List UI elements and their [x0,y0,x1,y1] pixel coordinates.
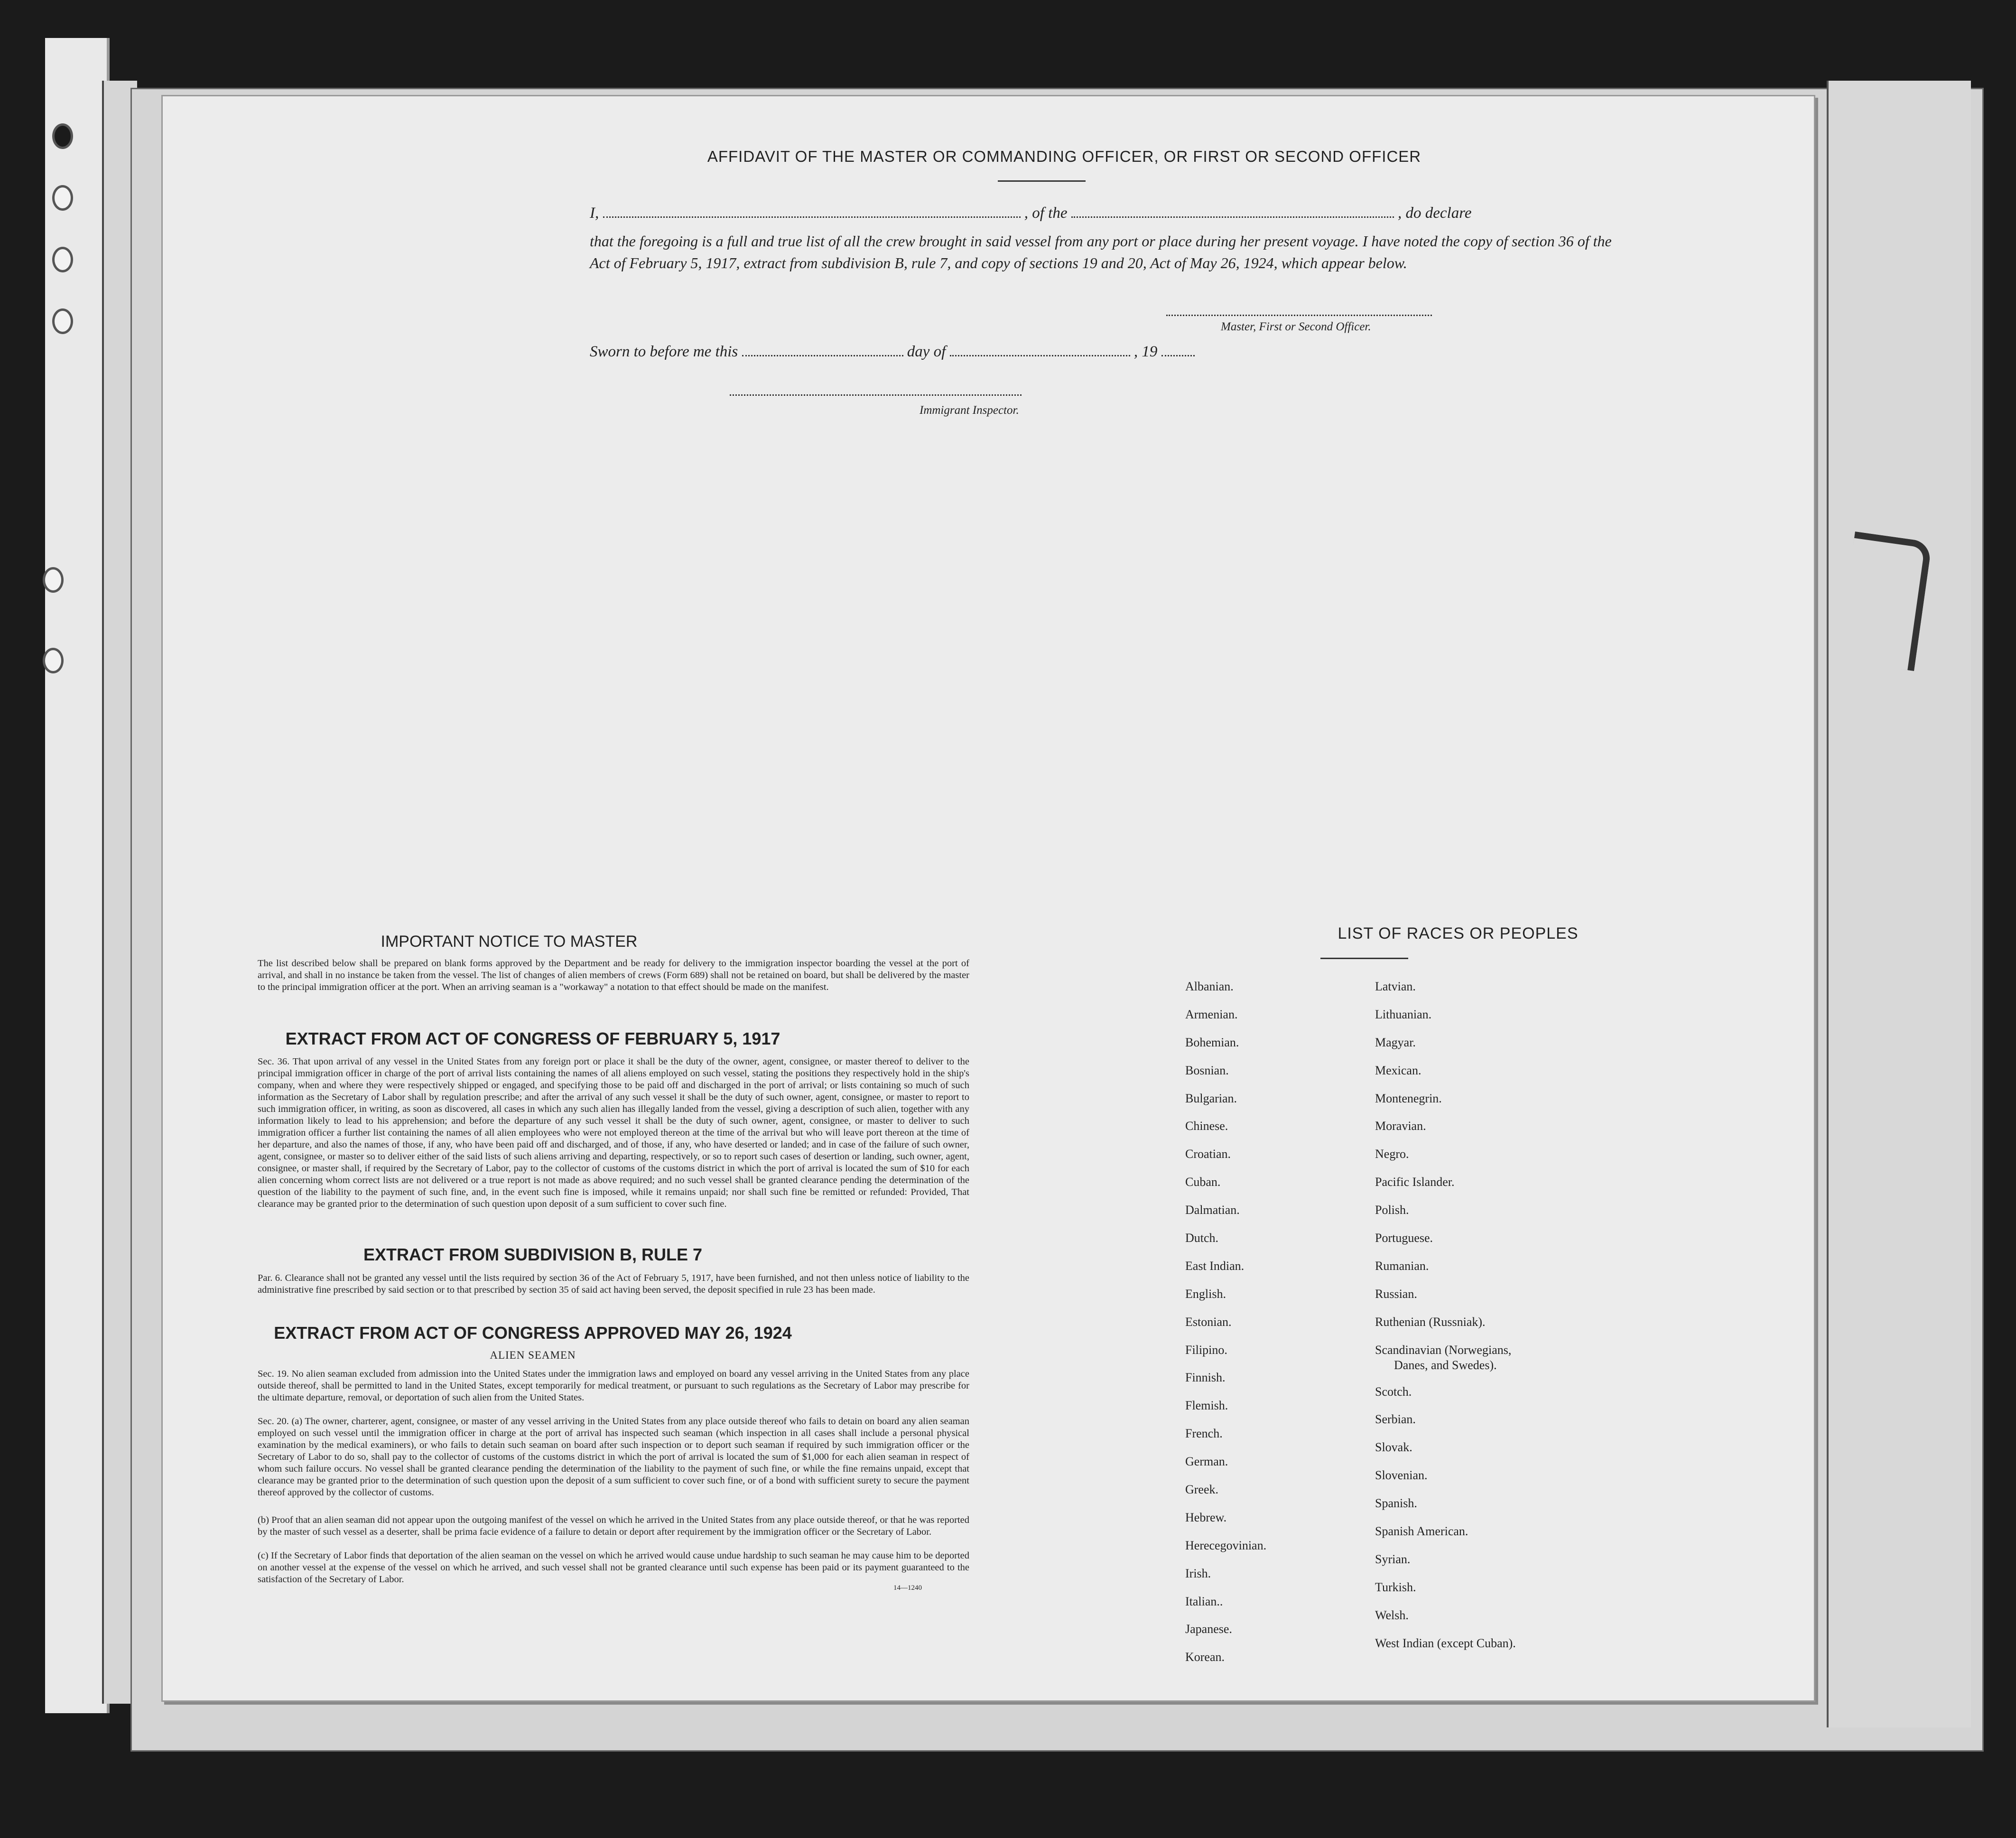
binder-hole [52,308,73,334]
affidavit-declare-label: , do declare [1397,205,1472,222]
race-item: Spanish. [1375,1496,1417,1511]
race-item: Japanese. [1185,1622,1232,1636]
race-item: West Indian (except Cuban). [1375,1636,1516,1650]
affidavit-title: AFFIDAVIT OF THE MASTER OR COMMANDING OFFICER, OR FIRST OR SECOND OFFICER [707,148,1421,165]
race-item: French. [1185,1427,1223,1441]
race-item: Dutch. [1185,1231,1219,1245]
race-item: Chinese. [1185,1119,1228,1133]
binder-spine [45,38,110,1713]
race-item: Croatian. [1185,1147,1231,1161]
sworn-day-of: day of [907,343,946,360]
extract-1917-title: EXTRACT FROM ACT OF CONGRESS OF FEBRUARY 5, 1917 [285,1029,780,1048]
race-item: German. [1185,1455,1228,1469]
race-item: Negro. [1375,1147,1409,1161]
races-right-column [1375,979,1516,1663]
notice-text: The list described below shall be prepared on blank forms approved by the Department and be ready for delivery to the immigration inspector boarding the vessel at the port of arrival, and shall in no instance be taken from the vessel. The list of changes of alien members of crews (Form 689) shall not be retained on board, but shall be delivered by the master to the principal immigration officer at the port. When an arriving seaman is a "workaway" a notation to that effect should be made on the manifest. [258,958,969,992]
binder-hole [52,123,73,149]
binder-hole [52,247,73,272]
race-item: Irish. [1185,1566,1211,1580]
affidavit-body: that the foregoing is a full and true list of all the crew brought in said vessel from any port or place during her present voyage. I have noted the copy of section 36 of the Act of February 5, 1917, extract from subdivision B, rule 7, and copy of sections 19 and 20, Act of May 26, 1924, which appear below. [590,233,1612,271]
race-item: Scotch. [1375,1384,1412,1399]
notice-title: IMPORTANT NOTICE TO MASTER [381,933,638,951]
race-item: Bosnian. [1185,1063,1229,1077]
race-item: Lithuanian. [1375,1007,1432,1021]
extract-1924-sec20c: (c) If the Secretary of Labor finds that deportation of the alien seaman on the vessel on which he arrived would cause undue hardship to such seaman he may cause him to be deported on another vessel at the expense of the vessel on which he arrived, and such vessel shall not be granted clearance until such expense has been paid or its payment guaranteed to the satisfaction of the Secretary of Labor. [258,1550,969,1585]
race-item: Serbian. [1375,1412,1416,1427]
sworn-prefix: Sworn to before me this [590,343,738,360]
sworn-line [590,343,1634,361]
race-item: Slovenian. [1375,1468,1428,1483]
master-signature-caption: Master, First or Second Officer. [1221,320,1371,333]
affidavit-i-label: I, [590,205,599,222]
name-fill-line [603,216,1021,218]
master-signature-line [1166,315,1432,316]
extract-1924-title: EXTRACT FROM ACT OF CONGRESS APPROVED MAY 26, 1924 [274,1323,792,1343]
extract-rule7-text: Par. 6. Clearance shall not be granted any vessel until the lists required by section 36 of the Act of February 5, 1917, have been furnished, and not then unless notice of liability to the administrative fine prescribed by said section or to that prescribed by section 35 of said act having been served, the deposit specified in rule 23 has been made. [258,1273,969,1295]
right-page-edge [1827,81,1971,1727]
form-number: 14—1240 [893,1584,922,1592]
race-item: Russian. [1375,1287,1417,1301]
document-page [161,95,1815,1702]
affidavit-declaration-line [590,205,1634,222]
inspector-signature-caption: Immigrant Inspector. [920,404,1019,417]
race-item: Welsh. [1375,1608,1409,1622]
extract-1917-text: Sec. 36. That upon arrival of any vessel in the United States from any foreign port or place it shall be the duty of the owner, agent, consignee, or master thereof to deliver to the principal immigration officer in charge of the port of arrival lists containing the names of all aliens employed on such vessel, stating the positions they respectively hold in the ship's company, when and where they were respectively shipped or engaged, and specifying those to be paid off and discharged in the port of arrival; or lists containing so much of such information as the Secretary of Labor shall by regulation prescribe; and after the arrival of any such vessel it shall be the duty of such owner, agent, consignee, or master to report to such immigration officer, in writing, as soon as discovered, all cases in which any such alien has illegally landed from the vessel, giving a description of such alien, together with any information likely to lead to his apprehension; and before the departure of any such vessel it shall be the duty of such owner, agent, consignee, or master to deliver to such immigration officer a further list containing the names of all alien employees who were not employed thereon at the time of the arrival but who will leave port thereon at the time of her departure, and also the names of those, if any, who have been paid off and discharged, and of those, if any, who have deserted or landed; and in case of the failure of such owner, agent, consignee, or master so to deliver either of the said lists of such aliens arriving and departing, respectively, or so to report such cases of desertion or landing, such owner, agent, consignee, or master shall, if required by the Secretary of Labor, pay to the collector of customs of the customs district in which the port of arrival is located the sum of $10 for each alien concerning whom correct lists are not delivered or a true report is not made as above required; and no such vessel shall be granted clearance pending the determination of the question of the liability to the payment of such fine, and, in the event such fine is imposed, while it remains unpaid; nor shall such fine be remitted or refunded: Provided, That clearance may be granted prior to the determination of such question upon deposit of a sum sufficient to cover such fine. [258,1056,969,1209]
race-item: Italian.. [1185,1594,1223,1608]
race-item: Montenegrin. [1375,1091,1442,1105]
race-item: Filipino. [1185,1343,1227,1357]
race-item: Armenian. [1185,1007,1238,1021]
race-item: Greek. [1185,1483,1219,1497]
sworn-year: , 19 [1133,343,1158,360]
sworn-month-fill [950,355,1130,356]
race-item: Mexican. [1375,1063,1421,1077]
extract-1924-sec19: Sec. 19. No alien seaman excluded from admission into the United States under the immigration laws and employed on board any vessel arriving in the United States from any place outside thereof, shall be permitted to land in the United States, except temporarily for medical treatment, or pursuant to such regulations as the Secretary of Labor may prescribe for the ultimate departure, removal, or deportation of such alien from the United States. [258,1369,969,1403]
race-item: Syrian. [1375,1552,1411,1566]
race-item: Portuguese. [1375,1231,1433,1245]
race-item: Cuban. [1185,1175,1221,1189]
race-item: Polish. [1375,1203,1409,1217]
race-item-line: Scandinavian (Norwegians, [1375,1343,1512,1357]
race-item: Turkish. [1375,1580,1416,1594]
extract-rule7-title: EXTRACT FROM SUBDIVISION B, RULE 7 [363,1245,703,1264]
extract-1924-subtitle: ALIEN SEAMEN [490,1349,576,1361]
race-item-line: Danes, and Swedes). [1394,1358,1497,1372]
race-item: Ruthenian (Russniak). [1375,1315,1486,1329]
title-rule [998,180,1086,182]
race-item [1375,1343,1516,1384]
race-item: East Indian. [1185,1259,1245,1273]
race-item: Slovak. [1375,1440,1412,1455]
race-item: Bohemian. [1185,1035,1239,1049]
race-item: Flemish. [1185,1399,1228,1413]
race-item: Spanish American. [1375,1524,1468,1539]
race-item: Hebrew. [1185,1510,1227,1524]
races-title: LIST OF RACES OR PEOPLES [1338,924,1579,942]
binder-hole [43,648,64,673]
race-item: Albanian. [1185,980,1234,993]
races-title-rule [1320,958,1408,959]
race-item: Finnish. [1185,1371,1226,1385]
race-item: Herecegovinian. [1185,1538,1267,1552]
race-item: Estonian. [1185,1315,1232,1329]
vessel-fill-line [1071,216,1394,218]
binder-hole [52,185,73,211]
sworn-date-fill [742,355,903,356]
race-item: Bulgarian. [1185,1091,1237,1105]
extract-1924-sec20b: (b) Proof that an alien seaman did not appear upon the outgoing manifest of the vessel on which he arrived in the United States from any place outside thereof, or that he was reported by the master of such vessel as a deserter, shall be prima facie evidence of a failure to detain or deport after requirement by the immigration officer or the Secretary of Labor. [258,1515,969,1537]
race-item: Rumanian. [1375,1259,1429,1273]
race-item: Latvian. [1375,980,1416,993]
inspector-signature-line [730,394,1022,396]
race-item: Moravian. [1375,1119,1426,1133]
extract-1924-sec20a: Sec. 20. (a) The owner, charterer, agent, consignee, or master of any vessel arriving in the United States from any place outside thereof who fails to detain on board any alien seaman employed on such vessel until the immigration officer in charge at the port of arrival has inspected such seaman (which inspection in all cases shall include a personal physical examination by the medical examiners), or who fails to detain such seaman on board after such inspection or to deport such seaman if required by such immigration officer or the Secretary of Labor to do so, shall pay to the collector of customs of the customs district in which the port of arrival is located the sum of $1,000 for each alien seaman in respect of whom such failure occurs. No vessel shall be granted clearance pending the determination of the liability to the payment of such fine, or while the fine remains unpaid, except that clearance may be granted prior to the determination of such question upon the deposit of a sum sufficient to cover such fine, or of a bond with sufficient surety to secure the payment thereof approved by the collector of customs. [258,1416,969,1498]
race-item: Korean. [1185,1650,1225,1664]
race-item: English. [1185,1287,1226,1301]
affidavit-of-the-label: , of the [1024,205,1068,222]
races-left-column [1185,979,1266,1678]
race-item: Pacific Islander. [1375,1175,1455,1189]
sworn-year-fill [1161,355,1195,356]
binder-hole [43,567,64,593]
race-item: Magyar. [1375,1035,1416,1049]
race-item: Dalmatian. [1185,1203,1240,1217]
